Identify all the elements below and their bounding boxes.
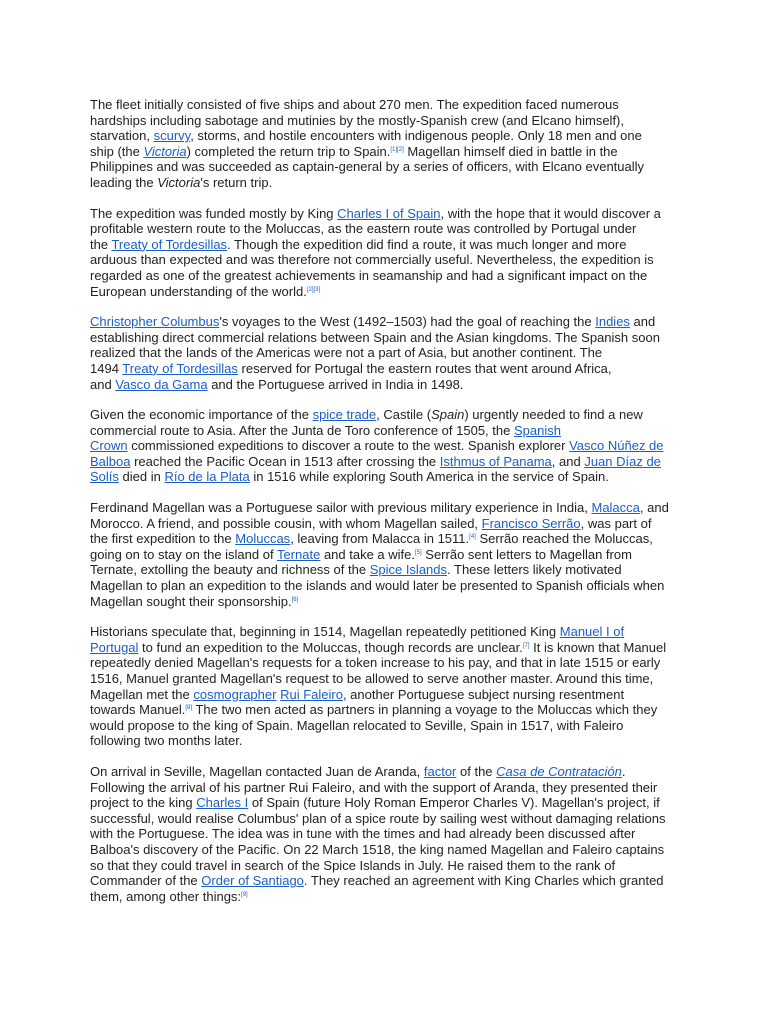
text-run: reserved for Portugal the eastern routes that went around Africa, and [90, 360, 612, 392]
article-link[interactable]: Order of Santiago [201, 873, 304, 889]
text-run: reached the Pacific Ocean in 1513 after crossing the [130, 453, 440, 469]
text-run: of the [456, 763, 497, 779]
article-link[interactable]: Spice Islands [369, 562, 448, 578]
citation-link[interactable]: [4] [469, 534, 476, 541]
article-link[interactable]: Rui Faleiro [280, 686, 343, 702]
article-link[interactable]: Manuel I of Portugal [90, 624, 625, 655]
text-run: and take a wife. [320, 546, 415, 562]
text-run: . Though the expedition did find a route, it was much longer and more arduous than expected and was therefore not commercially useful. Nevertheless, the expedition is regarded as one of the greatest achievements in seamanship and had a significant impact on the European understanding of the world. [90, 236, 654, 299]
text-run: It is known that Manuel repeatedly denied Magellan's requests for a token increase to his pay, and that in late 1515 or early 1516, Manuel granted Magellan's request to be allowed to serve another master. Around this time, Magellan met the [90, 639, 667, 702]
text-run: commissioned expeditions to discover a route to the west. Spanish explorer [127, 438, 570, 454]
article-link[interactable]: Treaty of Tordesillas [122, 360, 238, 376]
article-link[interactable]: Casa de Contratación [496, 763, 622, 779]
text-run: , leaving from Malacca in 1511. [290, 531, 470, 547]
text-run: , storms, and hostile encounters with indigenous people. Only 18 men and one ship (the [90, 128, 642, 159]
article-link[interactable]: Vasco da Gama [115, 376, 208, 392]
text-run: Given the economic importance of the [90, 407, 313, 423]
citation-link[interactable]: [2][3] [306, 286, 321, 293]
text-run: . They reached an agreement with King Charles which granted them, among other things: [90, 873, 664, 904]
text-run: died in [118, 469, 165, 485]
article-body [90, 97, 682, 919]
article-link[interactable]: Moluccas [235, 531, 291, 547]
article-link[interactable]: Treaty of Tordesillas [111, 236, 228, 252]
text-run: Victoria [157, 174, 201, 190]
paragraph-5 [90, 500, 682, 609]
paragraph-1 [90, 97, 682, 191]
text-run: , another Portuguese subject nursing resentment towards Manuel. [90, 686, 625, 718]
text-run: ) completed the return trip to Spain. [186, 143, 391, 159]
citation-link[interactable]: [7] [522, 642, 530, 649]
text-run: . Following the arrival of his partner Rui Faleiro, and with the support of Aranda, they presented their project to the king [90, 763, 658, 811]
article-link[interactable]: Charles I [196, 795, 249, 811]
paragraph-6 [90, 624, 682, 749]
citation-link[interactable]: [8] [185, 705, 193, 712]
citation-link[interactable]: [5] [415, 549, 422, 556]
text-run: Serrão reached the Moluccas, going on to stay on the island of [90, 531, 653, 562]
text-run: , and [551, 453, 585, 469]
citation-link[interactable]: [1][2] [390, 146, 404, 153]
text-run: , Castile ( [376, 407, 432, 423]
article-link[interactable]: Isthmus of Panama [439, 453, 552, 469]
article-link[interactable]: factor [423, 763, 457, 779]
text-run: 's return trip. [200, 174, 273, 190]
citation-link[interactable]: [6] [291, 596, 299, 603]
citation-link[interactable]: [9] [241, 891, 248, 898]
text-run: 's voyages to the West (1492–1503) had the goal of reaching the [219, 314, 596, 330]
text-run: The expedition was funded mostly by King [90, 205, 338, 221]
text-run: On arrival in Seville, Magellan contacted Juan de Aranda, [90, 763, 424, 779]
text-run: and the Portuguese arrived in India in 1498. [207, 376, 464, 392]
article-link[interactable]: Indies [595, 314, 630, 330]
article-link[interactable]: Victoria [143, 143, 187, 159]
paragraph-7 [90, 764, 682, 904]
text-run: Ferdinand Magellan was a Portuguese sailor with previous military experience in India, [90, 500, 592, 516]
paragraph-2 [90, 206, 682, 300]
text-run: Magellan himself died in battle in the Philippines and was succeeded as captain-general by a series of officers, with Elcano eventually leading the [90, 143, 645, 190]
text-run: and establishing direct commercial relations between Spain and the Asian kingdoms. The Spanish soon realized that the lands of the Americas were not a part of Asia, but another continent. The 1494 [90, 314, 660, 376]
text-run: . These letters likely motivated Magellan to plan an expedition to the islands and would later be presented to Spanish officials when Magellan sought their sponsorship. [90, 562, 665, 609]
text-run: , and Morocco. A friend, and possible cousin, with whom Magellan sailed, [90, 500, 669, 531]
text-run: , with the hope that it would discover a profitable western route to the Moluccas, as the eastern route was controlled by Portugal under the [90, 205, 661, 252]
article-link[interactable]: Ternate [276, 546, 321, 562]
article-link[interactable]: Juan Díaz de Solís [90, 453, 661, 485]
article-link[interactable]: scurvy [153, 128, 191, 144]
paragraph-3 [90, 314, 682, 392]
article-link[interactable]: Río de la Plata [164, 469, 250, 485]
paragraph-4 [90, 407, 682, 485]
article-link[interactable]: Vasco Núñez de Balboa [90, 438, 664, 469]
article-link[interactable]: spice trade [312, 407, 377, 423]
article-link[interactable]: Malacca [591, 500, 640, 516]
text-run: The two men acted as partners in planning a voyage to the Moluccas which they would propose to the king of Spain. Magellan relocated to Seville, Spain in 1517, with Faleiro following two months later. [90, 702, 658, 749]
text-run: ) urgently needed to find a new commercial route to Asia. After the Junta de Toro conference of 1505, the [90, 407, 643, 438]
article-link[interactable]: Charles I of Spain [337, 205, 441, 221]
text-run: Serrão sent letters to Magellan from Ternate, extolling the beauty and richness of the [90, 546, 632, 578]
article-link[interactable]: cosmographer [193, 686, 277, 702]
text-run: to fund an expedition to the Moluccas, though records are unclear. [138, 639, 523, 655]
text-run: in 1516 while exploring South America in the service of Spain. [249, 469, 609, 485]
text-run: of Spain (future Holy Roman Emperor Charles V). Magellan's project, if successful, would realise Columbus' plan of a spice route by sailing west without damaging relations with the Portuguese. The idea was in tune with the times and had already been discussed after Balboa's discovery of the Pacific. On 22 March 1518, the king named Magellan and Faleiro captains so that they could travel in search of the Spice Islands in July. He raised them to the rank of Commander of the [90, 795, 666, 889]
text-run: Spain [431, 407, 465, 423]
text-run: Historians speculate that, beginning in 1514, Magellan repeatedly petitioned King [90, 624, 560, 640]
article-link[interactable]: Christopher Columbus [90, 314, 220, 330]
text-run: , was part of the first expedition to the [90, 515, 652, 547]
article-link[interactable]: Spanish Crown [90, 422, 561, 454]
article-link[interactable]: Francisco Serrão [481, 515, 581, 531]
text-run: The fleet initially consisted of five ships and about 270 men. The expedition faced numerous hardships including sabotage and mutinies by the mostly-Spanish crew (and Elcano himself), starvation, [90, 97, 625, 144]
